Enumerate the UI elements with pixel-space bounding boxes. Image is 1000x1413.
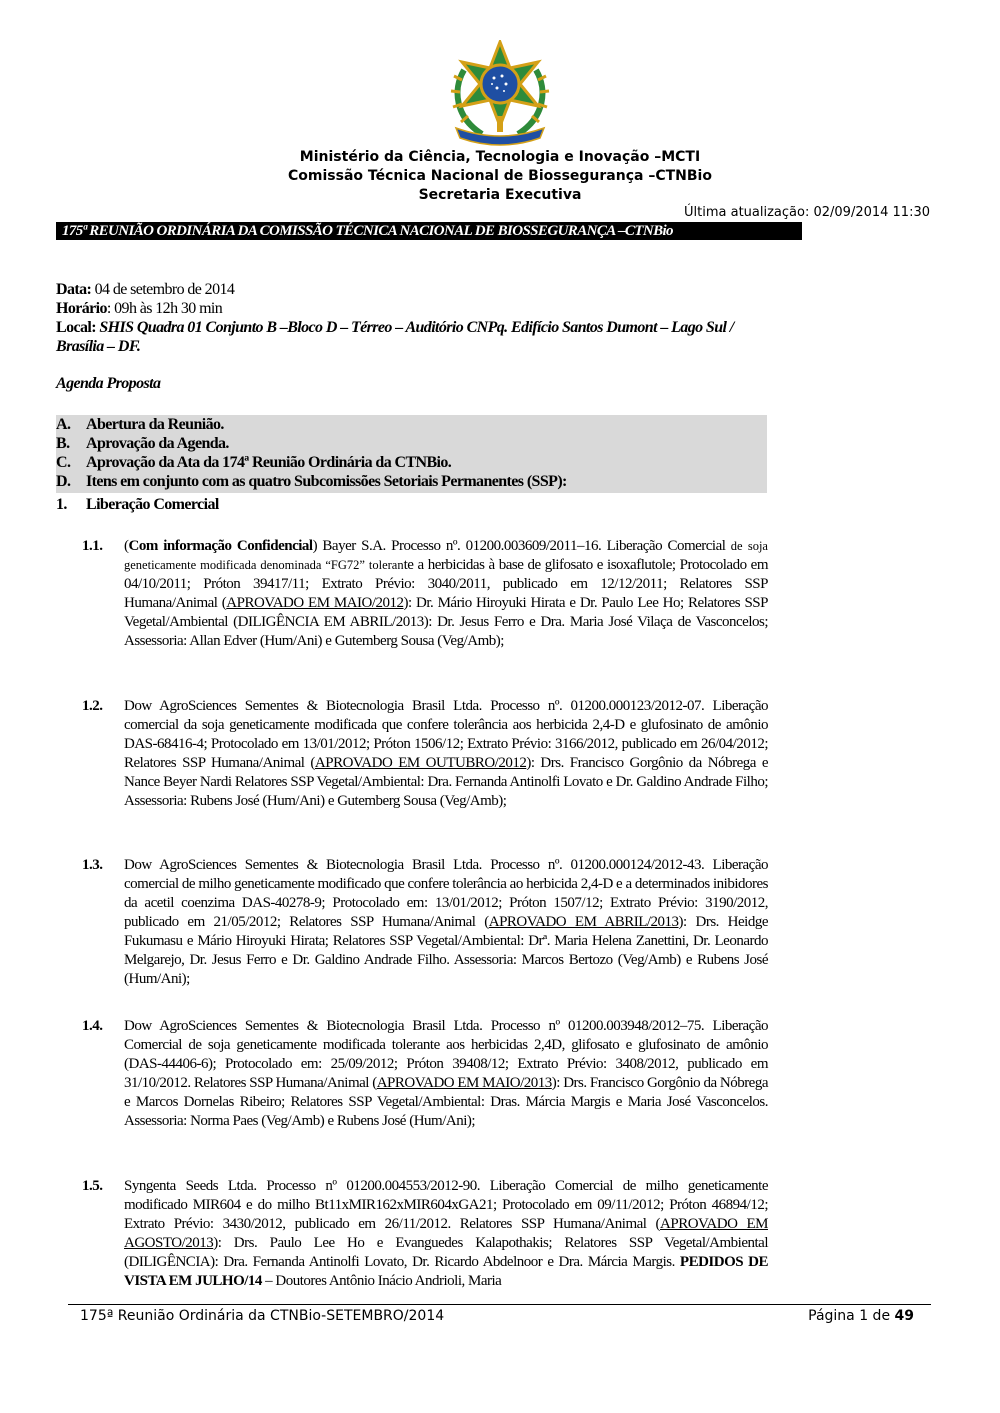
text-run: ): Dr. Mário Hiroyuki Hirata e Dr. Paulo Lee Ho; Relatores SSP Vegetal/Ambiental (DILIGÊNCIA EM ABRIL/2013): Dr. Jesus Ferro e Dra. Maria José Vilaça de Vasconcelos; Assessoria: Allan Edver (Hum/Ani) e Gutemberg Sousa (Veg/Amb); [124, 595, 768, 649]
item-text [124, 856, 768, 989]
central-disc [481, 65, 519, 103]
agenda-key: C. [56, 454, 71, 471]
last-update: Última atualização: 02/09/2014 11:30 [684, 205, 930, 220]
section-title: Liberação Comercial [86, 496, 219, 513]
time-label: Horário [56, 300, 107, 317]
meeting-date [56, 280, 234, 299]
agenda-text: Abertura da Reunião. [86, 416, 224, 433]
list-item [82, 856, 768, 989]
agenda-key: B. [56, 435, 70, 452]
item-number: 1.2. [82, 698, 103, 714]
text-run: de soja geneticamente modificada denominada “FG72” toleran [124, 539, 768, 572]
secretariat-heading: Secretaria Executiva [418, 187, 582, 203]
status-approved: APROVADO EM OUTUBRO/2012 [314, 755, 527, 771]
vista-requests: PEDIDOS DE VISTA EM JULHO/14 [124, 1254, 768, 1289]
text-run: ) Bayer S.A. Processo nº. 01200.003609/2011–16. Liberação Comercial [312, 538, 731, 554]
commission-heading: Comissão Técnica Nacional de Biossegurança –CTNBio [288, 168, 712, 184]
status-approved: APROVADO EM AGOSTO/2013 [124, 1216, 768, 1251]
agenda-key: D. [56, 473, 71, 490]
item-text [124, 1177, 768, 1291]
page-prefix: Página 1 de [808, 1308, 895, 1324]
agenda-text: Itens em conjunto com as quatro Subcomissões Setoriais Permanentes (SSP): [86, 473, 567, 490]
sword-hilt [497, 116, 503, 132]
agenda-item-d [56, 472, 567, 491]
meeting-location [56, 318, 776, 356]
agenda-item-b [56, 434, 229, 453]
agenda-item-a [56, 415, 224, 434]
footer-meeting-label: 175ª Reunião Ordinária da CTNBio-SETEMBRO/2014 [80, 1308, 445, 1324]
agenda-key: A. [56, 416, 71, 433]
date-label: Data: [56, 281, 92, 298]
meeting-time [56, 299, 222, 318]
text-run: ): Drs. Heidge Fukumasu e Mário Hiroyuki Hirata; Relatores SSP Vegetal/Ambiental: Drª. Maria Helena Zanettini, Dr. Leonardo Melgarejo, Dr. Jesus Ferro e Dr. Galdino Andrade Filho. Assessoria: Marcos Bertozo (Veg/Amb) e Rubens José (Hum/Ani); [124, 914, 768, 987]
status-approved: APROVADO EM ABRIL/2013 [488, 914, 679, 930]
local-label: Local: [56, 319, 96, 336]
agenda-item-c [56, 453, 451, 472]
status-approved: APROVADO EM MAIO/2013 [376, 1075, 552, 1091]
text-run: Dow AgroSciences Sementes & Biotecnologia Brasil Ltda. Processo nº 01200.003948/2012–75. Liberação Comercial de soja geneticamente modificada tolerante aos herbicidas 2,4D, glifosato e glufosinato de amônio (DAS-44406-6); Protocolado em: 25/09/2012; Próton 39408/12; Extrato Prévio: 3408/2012, publicado em 31/10/2012. Relatores SSP Humana/Animal ( [124, 1018, 768, 1091]
local-value: SHIS Quadra 01 Conjunto B –Bloco D – Térreo – Auditório CNPq. Edifício Santos Dumont – Lago Sul / Brasília – DF. [56, 319, 734, 355]
list-item [82, 537, 768, 651]
item-text: (Com informação Confidencial) Bayer S.A. Processo nº. 01200.003609/2011–16. Liberação Comercial de soja geneticamente modificada denominada “FG72” tolerante a herbicidas à base de glifosato e isoxaflutole; Protocolado em 04/10/2011; Próton 39417/11; Extrato Prévio: 3040/2011, publicado em 12/12/2011; Relatores SSP Humana/Animal (APROVADO EM MAIO/2012): Dr. Mário Hiroyuki Hirata e Dr. Paulo Lee Ho; Relatores SSP Vegetal/Ambiental (DILIGÊNCIA EM ABRIL/2013): Dr. Jesus Ferro e Dra. Maria José Vilaça de Vasconcelos; Assessoria: Allan Edver (Hum/Ani) e Gutemberg Sousa (Veg/Amb); [124, 538, 769, 649]
agenda-heading: Agenda Proposta [56, 375, 161, 392]
item-number: 1.5. [82, 1178, 103, 1194]
date-value: 04 de setembro de 2014 [91, 281, 235, 298]
text-run: Dow AgroSciences Sementes & Biotecnologia Brasil Ltda. Processo nº. 01200.000123/2012-07. Liberação comercial da soja geneticamente modificada que confere tolerância aos herbicida 2,4-D e glufosinato de amônio DAS-68416-4; Protocolado em 13/01/2012; Próton 1506/12; Extrato Prévio: 3166/2012, publicado em 26/04/2012; Relatores SSP Humana/Animal ( [124, 698, 768, 771]
agenda-text: Aprovação da Ata da 174ª Reunião Ordinária da CTNBio. [86, 454, 452, 471]
coat-of-arms-emblem [442, 40, 558, 146]
item-number: 1.4. [82, 1018, 103, 1034]
footer-divider [68, 1304, 931, 1305]
list-item [82, 697, 768, 811]
text-run: ): Drs. Paulo Lee Ho e Evanguedes Kalapothakis; Relatores SSP Vegetal/Ambiental (DILIGÊNCIA): Dra. Fernanda Antinolfi Lovato, Dr. Ricardo Abdelnoor e Dra. Márcia Margis. [124, 1235, 768, 1270]
text-run: Dow AgroSciences Sementes & Biotecnologia Brasil Ltda. Processo nº. 01200.000124/2012-43. Liberação comercial de milho geneticamente modificado que confere tolerância ao herbicida 2,4-D e a determinados inibidores da acetil coenzima DAS-40278-9; Protocolado em: 13/01/2012; Próton 1507/12; Extrato Prévio: 3190/2012, publicado em 21/05/2012; Relatores SSP Humana/Animal ( [124, 857, 768, 930]
agenda-text: Aprovação da Agenda. [86, 435, 229, 452]
ministry-heading: Ministério da Ciência, Tecnologia e Inovação –MCTI [299, 149, 701, 165]
item-number: 1.3. [82, 857, 103, 873]
list-item [82, 1017, 768, 1131]
confidential-label: Com informação Confidencial [128, 538, 313, 554]
item-text [124, 1017, 768, 1131]
meeting-title-bar: 175ª REUNIÃO ORDINÁRIA DA COMISSÃO TÉCNICA NACIONAL DE BIOSSEGURANÇA –CTNBio [56, 222, 802, 240]
list-item [82, 1177, 768, 1291]
text-run: ): Drs. Francisco Gorgônio da Nóbrega e Marcos Dornelas Ribeiro; Relatores SSP Vegetal/Ambiental: Dras. Márcia Margis e Maria José Vasconcelos. Assessoria: Norma Paes (Veg/Amb) e Rubens José (Hum/Ani); [124, 1075, 769, 1129]
status-approved: APROVADO EM MAIO/2012 [226, 595, 404, 611]
text-run: Syngenta Seeds Ltda. Processo nº 01200.004553/2012-90. Liberação Comercial de milho geneticamente modificado MIR604 e do milho Bt11xMIR162xMIR604xGA21; Protocolado em 09/11/2012; Próton 46894/12; Extrato Prévio: 3430/2012, publicado em 26/11/2012. Relatores SSP Humana/Animal ( [124, 1178, 768, 1232]
section-heading [56, 495, 219, 514]
page-number [808, 1308, 914, 1324]
text-run: ): Drs. Francisco Gorgônio da Nóbrega e Nance Beyer Nardi Relatores SSP Vegetal/Ambiental: Dra. Fernanda Antinolfi Lovato e Dr. Galdino Andrade Filho; Assessoria: Rubens José (Hum/Ani) e Gutemberg Sousa (Veg/Amb); [124, 755, 769, 809]
text-run: te a herbicidas à base de glifosato e isoxaflutole; Protocolado em 04/10/2011; Próton 39417/11; Extrato Prévio: 3040/2011, publicado em 12/12/2011; Relatores SSP Humana/Animal ( [124, 557, 769, 611]
page-total: 49 [894, 1308, 914, 1324]
text-run: – Doutores Antônio Inácio Andrioli, Maria [261, 1273, 502, 1289]
section-number: 1. [56, 496, 67, 513]
time-value: : 09h às 12h 30 min [106, 300, 223, 317]
item-number: 1.1. [82, 538, 103, 554]
item-text [124, 697, 768, 811]
